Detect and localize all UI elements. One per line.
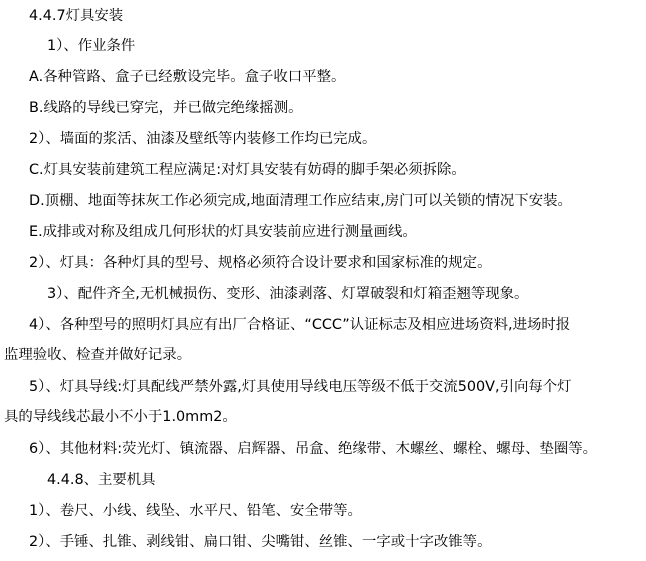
paragraph-e: E.成排或对称及组成几何形状的灯具安装前应进行测量画线。: [29, 224, 417, 240]
paragraph-4-continuation: 监理验收、检查并做好记录。: [4, 347, 192, 363]
subheading-work-conditions: 1）、作业条件: [47, 38, 136, 54]
section-heading-4-4-7: 4.4.7灯具安装: [29, 8, 124, 24]
paragraph-6-materials: 6）、其他材料:荧光灯、镇流器、启辉器、吊盒、绝缘带、木螺丝、螺栓、螺母、垫圈等。: [29, 441, 598, 457]
paragraph-a: A.各种管路、盒子已经敷设完毕。盒子收口平整。: [29, 69, 346, 85]
paragraph-2-fixtures: 2）、灯具：各种灯具的型号、规格必须符合设计要求和国家标准的规定。: [29, 255, 492, 271]
paragraph-5-continuation: 具的导线线芯最小不小于1.0mm2。: [4, 409, 237, 425]
paragraph-2-walls: 2）、墙面的浆活、油漆及壁纸等内装修工作均已完成。: [29, 131, 377, 147]
paragraph-5-wiring: 5）、灯具导线:灯具配线严禁外露,灯具使用导线电压等级不低于交流500V,引向每个灯: [29, 379, 572, 395]
paragraph-b: B.线路的导线已穿完，并已做完绝缘摇测。: [29, 100, 303, 116]
paragraph-d: D.顶棚、地面等抹灰工作必须完成,地面清理工作应结束,房门可以关锁的情况下安装。: [29, 193, 572, 209]
tools-item-2: 2）、手锤、扎锥、剥线钳、扁口钳、尖嘴钳、丝锥、一字或十字改锥等。: [29, 534, 492, 550]
paragraph-4-certificates: 4）、各种型号的照明灯具应有出厂合格证、“CCC”认证标志及相应进场资料,进场时报: [29, 317, 571, 333]
paragraph-3-accessories: 3）、配件齐全,无机械损伤、变形、油漆剥落、灯罩破裂和灯箱歪翘等现象。: [47, 286, 529, 302]
section-heading-4-4-8: 4.4.8、主要机具: [47, 472, 156, 488]
tools-item-1: 1）、卷尺、小线、线坠、水平尺、铅笔、安全带等。: [29, 503, 362, 519]
paragraph-c: C.灯具安装前建筑工程应满足:对灯具安装有妨碍的脚手架必须拆除。: [29, 162, 466, 178]
